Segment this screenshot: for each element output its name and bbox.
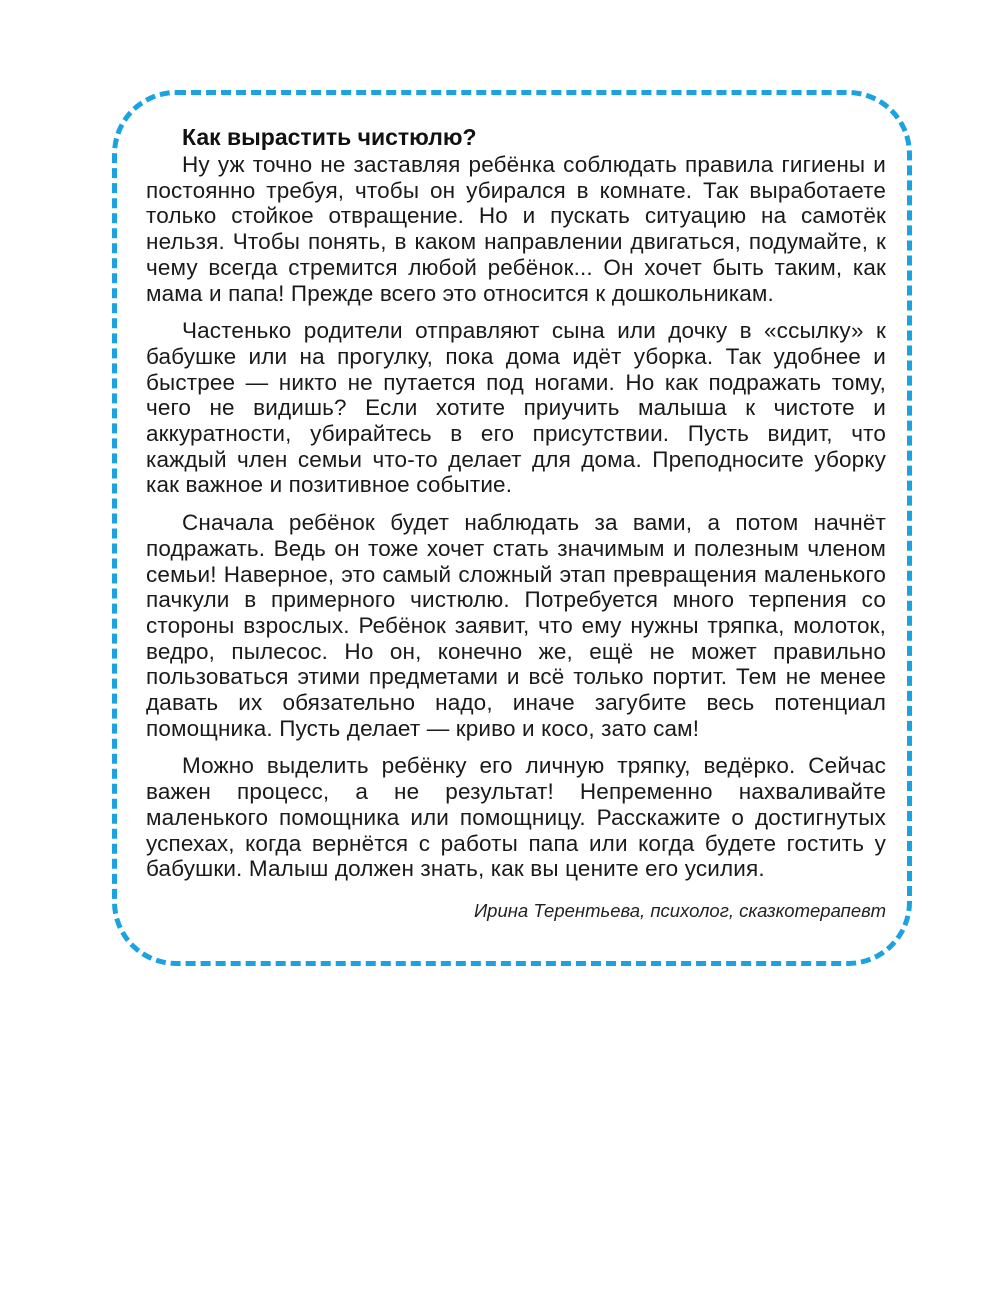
paragraph: Можно выделить ребёнку его личную тряпку, ведёрко. Сейчас важен процесс, а не результат! Непременно нахваливайте маленького помощника или помощницу. Расскажите о достигнутых успехах, когда вернётся с работы папа или когда будете гостить у бабушки. Малыш должен знать, как вы цените его усилия. (146, 753, 886, 882)
paragraph: Ну уж точно не заставляя ребёнка соблюдать правила гигиены и постоянно требуя, чтобы он убирался в комнате. Так выработаете только стойкое отвращение. Но и пускать ситуацию на самотёк нельзя. Чтобы понять, в каком направлении двигаться, подумайте, к чему всегда стремится любой ребёнок... Он хочет быть таким, как мама и папа! Прежде всего это относится к дошкольникам. (146, 152, 886, 306)
author-signature: Ирина Терентьева, психолог, сказкотерапевт (473, 899, 886, 921)
article (146, 122, 886, 924)
paragraph: Сначала ребёнок будет наблюдать за вами, а потом начнёт подражать. Ведь он тоже хочет стать значимым и полезным членом семьи! Наверное, это самый сложный этап превращения маленького пачкули в примерного чистюлю. Потребуется много терпения со стороны взрослых. Ребёнок заявит, что ему нужны тряпка, молоток, ведро, пылесос. Но он, конечно же, ещё не может правильно пользоваться этими предметами и всё только портит. Тем не менее давать их обязательно надо, иначе загубите весь потенциал помощника. Пусть делает — криво и косо, зато сам! (146, 510, 886, 741)
paragraph: Частенько родители отправляют сына или дочку в «ссылку» к бабушке или на прогулку, пока дома идёт уборка. Так удобнее и быстрее — никто не путается под ногами. Но как подражать тому, чего не видишь? Если хотите приучить малыша к чистоте и аккуратности, убирайтесь в его присутствии. Пусть видит, что каждый член семьи что-то делает для дома. Преподносите уборку как важное и позитивное событие. (146, 318, 886, 498)
article-title: Как вырастить чистюлю? (182, 124, 477, 150)
